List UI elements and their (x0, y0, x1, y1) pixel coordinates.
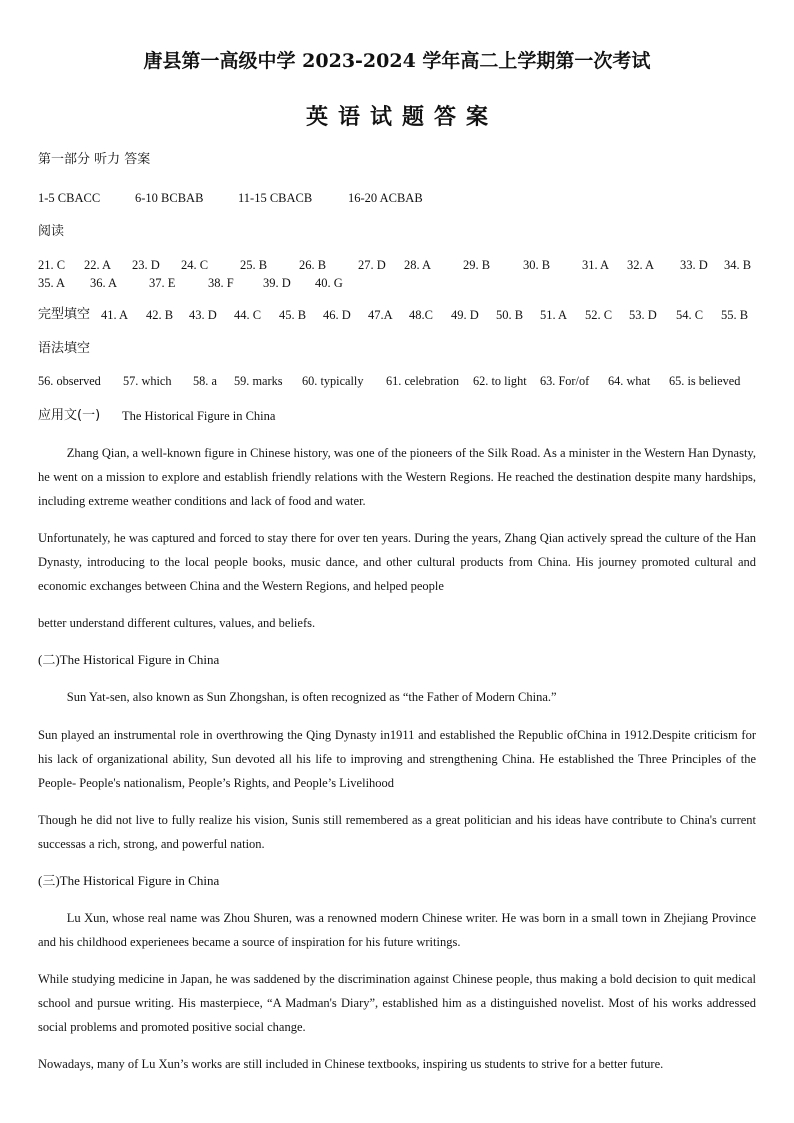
cloze-answer: 49. D (451, 308, 479, 322)
exam-subtitle: 英语试题答案 (305, 104, 498, 130)
reading-answer: 32. A (627, 258, 655, 272)
cloze-answer: 44. C (234, 308, 262, 322)
reading-answer: 36. A (90, 276, 118, 290)
grammar-answer: 56. observed (38, 374, 101, 388)
reading-answer: 23. D (132, 258, 160, 272)
listening-group: 1-5 CBACC (38, 191, 101, 205)
writing2-paragraph: Though he did not live to fully realize his vision, Sunis still remembered as a great politician and his ideas have contribute to China's current successas a rich, strong, and powerful nation. (38, 813, 756, 851)
reading-answer: 31. A (582, 258, 610, 272)
cloze-answer: 50. B (496, 308, 524, 322)
cloze-answer: 51. A (540, 308, 568, 322)
cloze-answer: 52. C (585, 308, 613, 322)
grammar-answer: 61. celebration (386, 374, 460, 388)
cloze-answer: 55. B (721, 308, 749, 322)
writing3-paragraph: Nowadays, many of Lu Xun’s works are still included in Chinese textbooks, inspiring us students to strive for a better future. (38, 1057, 664, 1071)
writing1-paragraph: Zhang Qian, a well-known figure in Chinese history, was one of the pioneers of the Silk Road. As a minister in the Western Han Dynasty, he went on a mission to explore and establish friendly relations with the Western Regions. He reached the destination despite many hardships, including extreme weather conditions and lack of food and water. (38, 446, 756, 508)
reading-answer: 30. B (523, 258, 551, 272)
writing2-paragraph: Sun Yat-sen, also known as Sun Zhongshan, is often recognized as “the Father of Modern China.” (66, 690, 557, 704)
grammar-heading: 语法填空 (38, 341, 91, 356)
cloze-answer: 54. C (676, 308, 704, 322)
reading-answer: 24. C (181, 258, 209, 272)
writing1-label: 应用文(一) (38, 408, 101, 423)
grammar-answer: 60. typically (302, 374, 364, 388)
cloze-answer: 41. A (101, 308, 129, 322)
cloze-answer: 45. B (279, 308, 307, 322)
cloze-answer: 48.C (409, 308, 433, 322)
writing1-paragraph: better understand different cultures, values, and beliefs. (38, 616, 316, 630)
writing2-heading: (二)The Historical Figure in China (38, 652, 220, 667)
cloze-answer: 42. B (146, 308, 174, 322)
reading-heading: 阅读 (38, 224, 65, 239)
grammar-answer: 64. what (608, 374, 651, 388)
grammar-answer: 65. is believed (669, 374, 741, 388)
writing3-paragraph: While studying medicine in Japan, he was saddened by the discrimination against Chinese people, thus making a bold decision to quit medical school and pursue writing. His masterpiece, “A Madman's Diary”, established him as a distinguished novelist. Most of his works addressed social problems and promoted positive social change. (38, 972, 756, 1034)
cloze-answer: 46. D (323, 308, 351, 322)
writing1-paragraph: Unfortunately, he was captured and forced to stay there for over ten years. During the years, Zhang Qian actively spread the culture of the Han Dynasty, introducing to the local people books, music dance, and other cultural products from China. His journey promoted cultural and economic exchanges between China and the Western Regions, and helped people (38, 531, 756, 593)
listening-group: 16-20 ACBAB (348, 191, 423, 205)
grammar-answer: 59. marks (234, 374, 283, 388)
reading-answer: 39. D (263, 276, 291, 290)
reading-answer: 35. A (38, 276, 66, 290)
reading-answer: 37. E (149, 276, 176, 290)
cloze-heading: 完型填空 (38, 307, 91, 322)
reading-answer: 33. D (680, 258, 708, 272)
reading-answer: 21. C (38, 258, 66, 272)
cloze-answer: 53. D (629, 308, 657, 322)
reading-answer: 26. B (299, 258, 327, 272)
reading-answer: 22. A (84, 258, 112, 272)
grammar-answer: 58. a (193, 374, 217, 388)
grammar-answer: 62. to light (473, 374, 527, 388)
reading-answer: 34. B (724, 258, 752, 272)
grammar-answer: 63. For/of (540, 374, 590, 388)
reading-answer: 29. B (463, 258, 491, 272)
writing2-paragraph: Sun played an instrumental role in overthrowing the Qing Dynasty in1911 and established the Republic ofChina in 1912.Despite criticism for his lack of organizational ability, Sun devoted all his life to improving and strengthening China. He established the Three Principles of the People- People's nationalism, People’s Rights, and People’s Livelihood (38, 728, 756, 790)
reading-answer: 38. F (208, 276, 234, 290)
listening-group: 11-15 CBACB (238, 191, 313, 205)
listening-group: 6-10 BCBAB (135, 191, 204, 205)
reading-answer: 25. B (240, 258, 268, 272)
writing3-heading: (三)The Historical Figure in China (38, 873, 220, 888)
cloze-answer: 47.A (368, 308, 393, 322)
exam-title: 唐县第一高级中学 2023-2024 学年高二上学期第一次考试 (143, 50, 651, 72)
writing1-title: The Historical Figure in China (122, 409, 276, 423)
listening-heading: 第一部分 听力 答案 (38, 152, 151, 167)
reading-answer: 40. G (315, 276, 343, 290)
grammar-answer: 57. which (123, 374, 172, 388)
reading-answer: 27. D (358, 258, 386, 272)
cloze-answer: 43. D (189, 308, 217, 322)
writing3-paragraph: Lu Xun, whose real name was Zhou Shuren, was a renowned modern Chinese writer. He was born in a small town in Zhejiang Province and his childhood experienees became a source of inspiration for his future writings. (38, 911, 756, 949)
reading-answer: 28. A (404, 258, 432, 272)
